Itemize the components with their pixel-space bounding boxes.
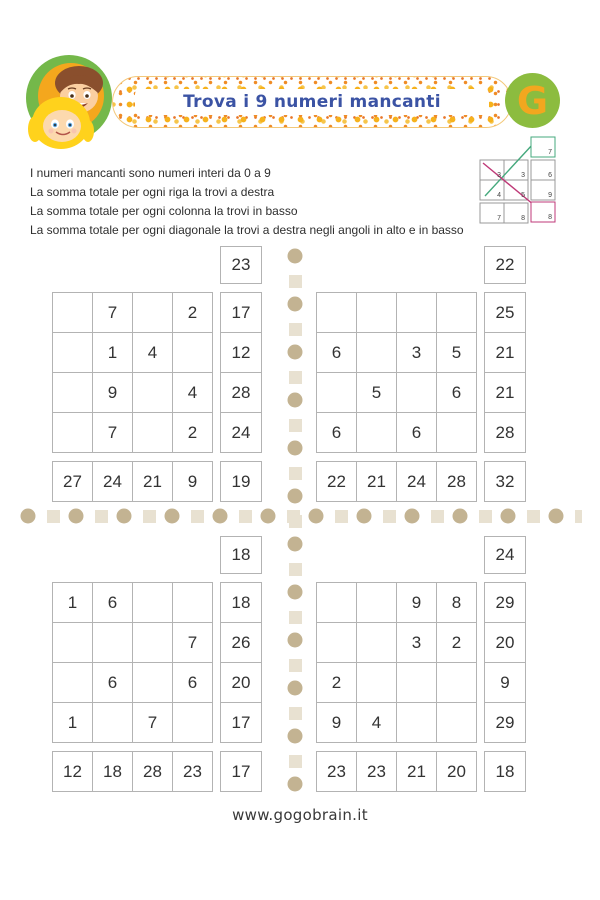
puzzle-3-cell-r2c1[interactable] (53, 623, 92, 662)
instruction-line-3: La somma totale per ogni colonna la trovi in basso (30, 204, 298, 218)
puzzle-2-cell-r1c3[interactable] (397, 293, 436, 332)
puzzle-3-cell-r3c3[interactable] (133, 663, 172, 702)
puzzle-4-cell-r4c1: 9 (317, 703, 356, 742)
puzzle-3-diagonal-down-sum: 17 (220, 751, 262, 792)
puzzle-3-cell-r3c2: 6 (93, 663, 132, 702)
puzzle-1-cell-r1c1[interactable] (53, 293, 92, 332)
instruction-line-4: La somma totale per ogni diagonale la trovi a destra negli angoli in alto e in basso (30, 223, 464, 237)
puzzle-3-row-sum-4: 17 (221, 703, 261, 742)
puzzle-4-cell-r4c4[interactable] (437, 703, 476, 742)
example-row-sum-1: 6 (548, 172, 552, 179)
example-col-sum-2: 8 (521, 215, 525, 222)
puzzle-1-col-sum-3: 21 (133, 462, 172, 501)
puzzle-2-row-sum-2: 21 (485, 333, 525, 372)
puzzle-1-cell-r4c4: 2 (173, 413, 212, 452)
puzzle-3-cell-r4c2[interactable] (93, 703, 132, 742)
puzzle-1-cell-r1c2: 7 (93, 293, 132, 332)
puzzle-4-row-sum-4: 29 (485, 703, 525, 742)
puzzle-3-cell-r2c2[interactable] (93, 623, 132, 662)
puzzle-2-cell-r4c3: 6 (397, 413, 436, 452)
puzzle-4-col-sum-2: 23 (357, 752, 396, 791)
puzzle-1 (52, 246, 269, 502)
puzzle-3-col-sum-2: 18 (93, 752, 132, 791)
puzzle-4-row-sum-1: 29 (485, 583, 525, 622)
puzzle-1-cell-r1c4: 2 (173, 293, 212, 332)
puzzle-2-cell-r2c3: 3 (397, 333, 436, 372)
puzzle-4-row-sums (484, 582, 526, 743)
puzzle-4-cell-r1c3: 9 (397, 583, 436, 622)
puzzle-4-cell-r1c1[interactable] (317, 583, 356, 622)
puzzle-2-col-sums (316, 461, 477, 502)
puzzle-2-col-sum-4: 28 (437, 462, 476, 501)
kids-logo-icon (25, 53, 117, 149)
gogobrain-logo (505, 73, 560, 128)
gogobrain-logo-letter: G (516, 78, 549, 123)
puzzle-3-row-sum-2: 26 (221, 623, 261, 662)
title-banner-inner (135, 89, 489, 115)
puzzle-1-cell-r4c1[interactable] (53, 413, 92, 452)
puzzle-3-col-sums (52, 751, 213, 792)
puzzle-2-cell-r4c2[interactable] (357, 413, 396, 452)
puzzle-1-col-sum-4: 9 (173, 462, 212, 501)
example-cell-r1c2: 3 (521, 172, 525, 179)
puzzle-1-grid (52, 292, 213, 453)
puzzle-3-cell-r4c4[interactable] (173, 703, 212, 742)
puzzle-2-cell-r3c2: 5 (357, 373, 396, 412)
puzzle-3-cell-r4c1: 1 (53, 703, 92, 742)
puzzle-2 (316, 246, 533, 502)
puzzle-1-row-sum-4: 24 (221, 413, 261, 452)
footer-url: www.gogobrain.it (232, 806, 368, 824)
puzzle-4-row-sum-3: 9 (485, 663, 525, 702)
puzzle-4-cell-r2c2[interactable] (357, 623, 396, 662)
puzzle-1-col-sum-2: 24 (93, 462, 132, 501)
puzzle-2-cell-r2c4: 5 (437, 333, 476, 372)
puzzle-4-cell-r3c4[interactable] (437, 663, 476, 702)
puzzle-2-cell-r4c1: 6 (317, 413, 356, 452)
example-diagonal-up-sum: 7 (548, 149, 552, 156)
puzzle-1-row-sum-2: 12 (221, 333, 261, 372)
puzzle-2-col-sum-1: 22 (317, 462, 356, 501)
puzzle-3-cell-r2c3[interactable] (133, 623, 172, 662)
example-diagram (478, 136, 566, 226)
puzzle-4-cell-r3c1: 2 (317, 663, 356, 702)
puzzle-1-cell-r3c3[interactable] (133, 373, 172, 412)
puzzle-2-cell-r1c1[interactable] (317, 293, 356, 332)
puzzle-4-cell-r2c3: 3 (397, 623, 436, 662)
puzzle-3-cell-r1c1: 1 (53, 583, 92, 622)
example-col-sum-1: 7 (497, 215, 501, 222)
example-cell-r2c1: 4 (497, 192, 501, 199)
puzzle-1-cell-r3c2: 9 (93, 373, 132, 412)
puzzle-4-cell-r1c2[interactable] (357, 583, 396, 622)
puzzle-1-row-sums (220, 292, 262, 453)
page-title: Trova i 9 numeri mancanti (183, 92, 441, 112)
puzzle-3-col-sum-1: 12 (53, 752, 92, 791)
puzzle-2-cell-r3c1[interactable] (317, 373, 356, 412)
puzzle-1-cell-r3c4: 4 (173, 373, 212, 412)
puzzle-3-diagonal-up-sum: 18 (220, 536, 262, 574)
example-diagonal-down-sum: 8 (548, 214, 552, 221)
instruction-line-2: La somma totale per ogni riga la trovi a destra (30, 185, 275, 199)
puzzle-1-col-sums (52, 461, 213, 502)
puzzle-4-diagonal-down-sum: 18 (484, 751, 526, 792)
puzzle-2-cell-r1c2[interactable] (357, 293, 396, 332)
puzzle-4-col-sum-1: 23 (317, 752, 356, 791)
puzzle-2-cell-r3c4: 6 (437, 373, 476, 412)
puzzle-1-cell-r2c4[interactable] (173, 333, 212, 372)
puzzle-1-diagonal-up-sum: 23 (220, 246, 262, 284)
puzzle-3-cell-r1c2: 6 (93, 583, 132, 622)
puzzle-3 (52, 536, 269, 792)
puzzle-2-cell-r2c1: 6 (317, 333, 356, 372)
puzzle-1-cell-r2c3: 4 (133, 333, 172, 372)
puzzle-4-row-sum-2: 20 (485, 623, 525, 662)
puzzle-2-diagonal-up-sum: 22 (484, 246, 526, 284)
puzzle-4-grid (316, 582, 477, 743)
puzzle-3-cell-r1c4[interactable] (173, 583, 212, 622)
puzzle-4-cell-r3c3[interactable] (397, 663, 436, 702)
puzzle-3-cell-r3c1[interactable] (53, 663, 92, 702)
puzzle-4-diagonal-up-sum: 24 (484, 536, 526, 574)
puzzle-4-cell-r2c4: 2 (437, 623, 476, 662)
puzzle-1-cell-r4c2: 7 (93, 413, 132, 452)
puzzle-4-cell-r4c3[interactable] (397, 703, 436, 742)
puzzle-3-col-sum-4: 23 (173, 752, 212, 791)
puzzle-1-cell-r1c3[interactable] (133, 293, 172, 332)
vertical-divider (287, 246, 303, 796)
puzzle-3-cell-r3c4: 6 (173, 663, 212, 702)
puzzle-2-row-sum-1: 25 (485, 293, 525, 332)
puzzle-1-row-sum-3: 28 (221, 373, 261, 412)
puzzle-4-cell-r3c2[interactable] (357, 663, 396, 702)
puzzle-3-col-sum-3: 28 (133, 752, 172, 791)
puzzle-1-row-sum-1: 17 (221, 293, 261, 332)
instructions (30, 164, 464, 240)
puzzle-3-grid (52, 582, 213, 743)
puzzle-4-col-sums (316, 751, 477, 792)
puzzle-4-col-sum-4: 20 (437, 752, 476, 791)
example-cell-r1c1: 3 (497, 172, 501, 179)
puzzle-4-cell-r2c1[interactable] (317, 623, 356, 662)
puzzle-2-cell-r3c3[interactable] (397, 373, 436, 412)
puzzle-2-cell-r4c4[interactable] (437, 413, 476, 452)
puzzle-2-row-sum-3: 21 (485, 373, 525, 412)
puzzle-3-cell-r1c3[interactable] (133, 583, 172, 622)
example-row-sum-2: 9 (548, 192, 552, 199)
puzzle-4-cell-r4c2: 4 (357, 703, 396, 742)
puzzle-3-row-sums (220, 582, 262, 743)
puzzle-1-cell-r4c3[interactable] (133, 413, 172, 452)
puzzle-2-grid (316, 292, 477, 453)
puzzle-3-row-sum-1: 18 (221, 583, 261, 622)
puzzle-2-row-sums (484, 292, 526, 453)
puzzle-4-col-sum-3: 21 (397, 752, 436, 791)
instruction-line-1: I numeri mancanti sono numeri interi da 0 a 9 (30, 166, 271, 180)
puzzle-2-diagonal-down-sum: 32 (484, 461, 526, 502)
puzzle-4-cell-r1c4: 8 (437, 583, 476, 622)
puzzle-1-cell-r3c1[interactable] (53, 373, 92, 412)
puzzle-3-cell-r2c4: 7 (173, 623, 212, 662)
puzzle-3-cell-r4c3: 7 (133, 703, 172, 742)
puzzle-3-row-sum-3: 20 (221, 663, 261, 702)
puzzle-2-col-sum-2: 21 (357, 462, 396, 501)
example-cell-r2c2: 5 (521, 192, 525, 199)
puzzle-4 (316, 536, 533, 792)
puzzle-1-cell-r2c2: 1 (93, 333, 132, 372)
puzzle-2-cell-r1c4[interactable] (437, 293, 476, 332)
puzzle-2-row-sum-4: 28 (485, 413, 525, 452)
title-banner (112, 76, 512, 128)
puzzle-1-col-sum-1: 27 (53, 462, 92, 501)
puzzle-1-diagonal-down-sum: 19 (220, 461, 262, 502)
puzzle-2-cell-r2c2[interactable] (357, 333, 396, 372)
puzzle-1-cell-r2c1[interactable] (53, 333, 92, 372)
puzzle-2-col-sum-3: 24 (397, 462, 436, 501)
